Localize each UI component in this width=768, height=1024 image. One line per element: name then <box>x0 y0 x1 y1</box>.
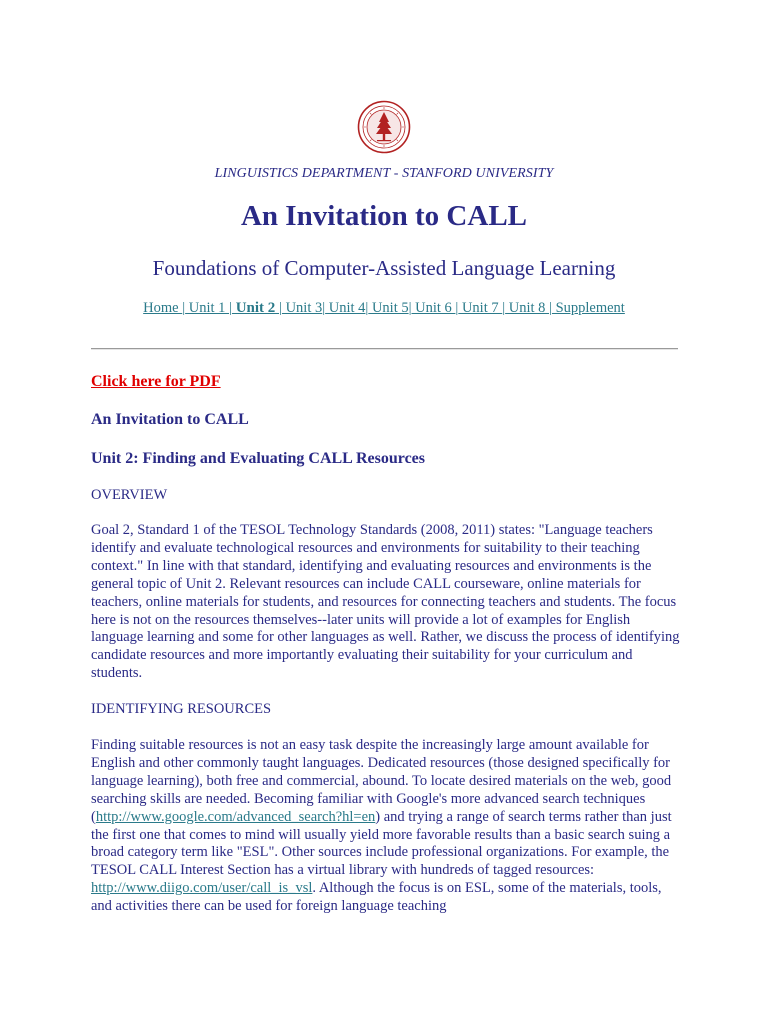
overview-paragraph: Goal 2, Standard 1 of the TESOL Technology Standards (2008, 2011) states: "Language teachers identify and evaluate technological resources and environments for suitability to their teaching context." In line with that standard, identifying and evaluating resources and environments is the general topic of Unit 2. Relevant resources can include CALL courseware, online materials for teachers, online materials for students, and resources for connecting teachers and students. The focus here is not on the resources themselves--later units will provide a lot of examples for English language learning and some for other languages as well. Rather, we discuss the process of identifying candidate resources and more importantly evaluating their suitability for your curriculum and students. <box>91 522 680 682</box>
nav-separator[interactable]: | <box>502 300 506 316</box>
stanford-seal-icon <box>357 100 411 154</box>
nav-separator[interactable]: | <box>408 300 412 316</box>
page-subtitle: Foundations of Computer-Assisted Language Learning <box>152 256 616 280</box>
page-title: An Invitation to CALL <box>240 200 528 232</box>
nav-home-link[interactable]: Home <box>143 300 183 316</box>
horizontal-divider <box>91 348 678 350</box>
pdf-download-link[interactable]: Click here for PDF <box>91 373 221 390</box>
nav-unit-7-link[interactable]: Unit 7 <box>458 300 503 316</box>
nav-unit-5-link[interactable]: Unit 5 <box>368 300 409 316</box>
nav-separator[interactable]: | <box>279 300 282 316</box>
unit-navigation <box>0 300 768 317</box>
identifying-text-part1: Finding suitable resources is not an easy task despite the increasingly large amount available for English and other commonly taught languages. Dedicated resources (those designed specifically for language learning), both free and commercial, abound. To locate desired materials on the web, good searching skills are needed. Becoming familiar with Google's more advanced search techniques ( <box>91 737 672 825</box>
nav-unit-1-link[interactable]: Unit 1 <box>185 300 230 316</box>
course-heading: An Invitation to CALL <box>91 411 249 428</box>
nav-unit-3-link[interactable]: Unit 3 <box>281 300 323 316</box>
department-line: LINGUISTICS DEPARTMENT - STANFORD UNIVERSITY <box>214 166 554 181</box>
nav-separator[interactable]: | <box>549 300 552 316</box>
google-advanced-search-link[interactable]: http://www.google.com/advanced_search?hl=en <box>95 808 376 825</box>
identifying-resources-heading: IDENTIFYING RESOURCES <box>91 701 272 717</box>
nav-unit-8-link[interactable]: Unit 8 <box>505 300 550 316</box>
nav-separator[interactable]: | <box>455 300 459 316</box>
nav-separator[interactable]: | <box>322 300 326 316</box>
nav-unit-6-link[interactable]: Unit 6 <box>411 300 456 316</box>
identifying-paragraph <box>91 737 681 916</box>
nav-unit-4-link[interactable]: Unit 4 <box>325 300 366 316</box>
nav-separator[interactable]: | <box>365 300 369 316</box>
diigo-library-link[interactable]: http://www.diigo.com/user/call_is_vsl <box>91 880 313 897</box>
nav-unit-2-link[interactable]: Unit 2 <box>231 300 280 316</box>
nav-supplement-link[interactable]: Supplement <box>551 300 625 316</box>
nav-separator[interactable]: | <box>229 300 232 316</box>
overview-heading: OVERVIEW <box>91 487 168 503</box>
unit-heading: Unit 2: Finding and Evaluating CALL Resources <box>91 450 425 467</box>
identifying-text-part2: ) and trying a range of search terms rather than just the first one that comes to mind will usually yield more favorable results than a basic search suing a broad category term like "ESL". Other sources include professional organizations. For example, the TESOL CALL Interest Section has a virtual library with hundreds of tagged resources: <box>91 808 672 879</box>
identifying-text-part3: . Although the focus is on ESL, some of the materials, tools, and activities there can be used for foreign language teaching <box>91 880 662 915</box>
nav-separator[interactable]: | <box>182 300 186 316</box>
